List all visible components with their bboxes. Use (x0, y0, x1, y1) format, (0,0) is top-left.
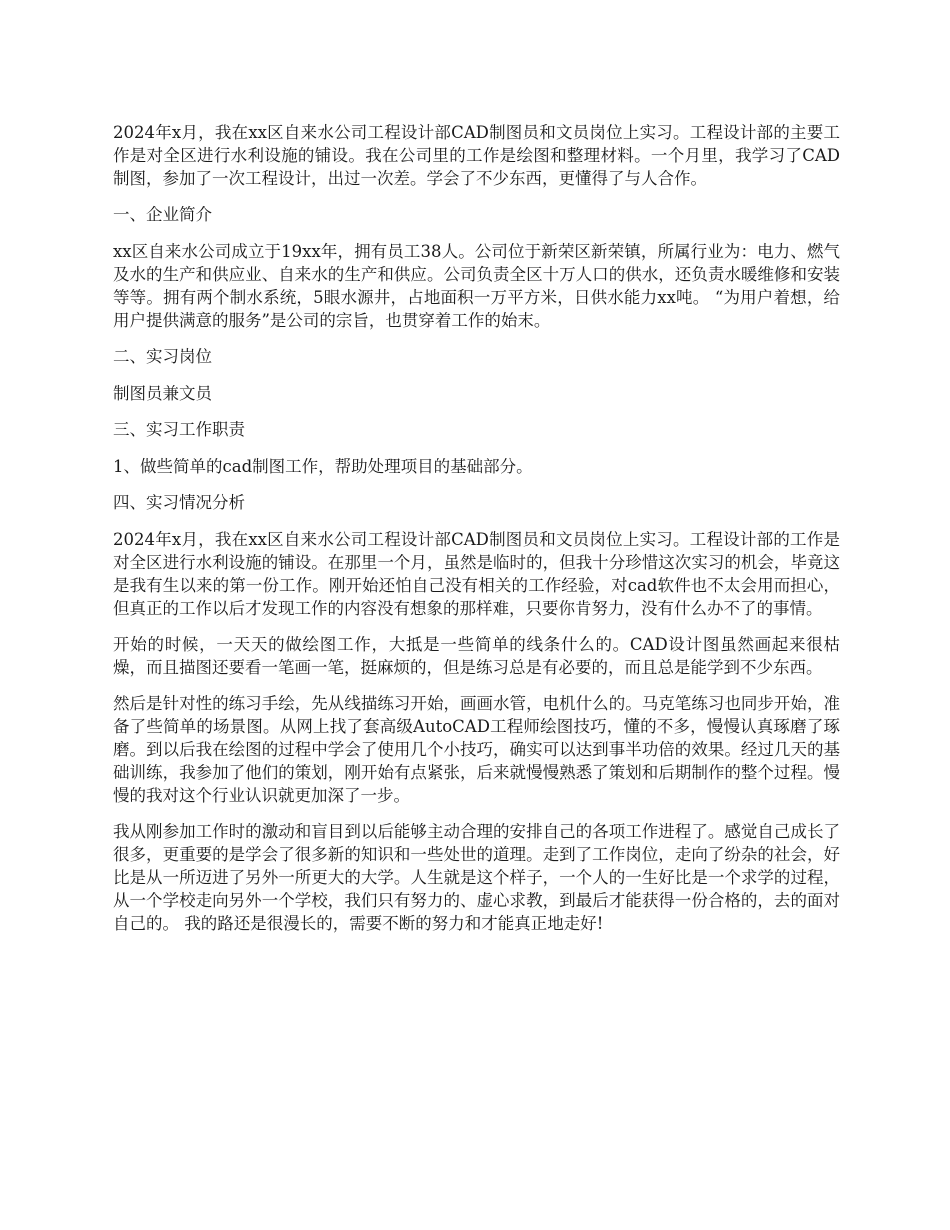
section-heading-company-profile: 一、企业简介 (113, 205, 212, 224)
analysis-paragraph-3: 然后是针对性的练习手绘，先从线描练习开始，画画水管，电机什么的。马克笔练习也同步开始，准备了些简单的场景图。从网上找了套高级AutoCAD工程师绘图技巧，懂的不多，慢慢认真琢磨了琢磨。到以后我在绘图的过程中学会了使用几个小技巧，确实可以达到事半功倍的效果。经过几天的基础训练，我参加了他们的策划，刚开始有点紧张，后来就慢慢熟悉了策划和后期制作的整个过程。慢慢的我对这个行业认识就更加深了一步。 (113, 694, 840, 805)
section-heading-job-duties: 三、实习工作职责 (113, 420, 245, 439)
section-heading-internship-position: 二、实习岗位 (113, 347, 212, 366)
section-heading-internship-analysis: 四、实习情况分析 (113, 493, 245, 512)
conclusion-paragraph: 我从刚参加工作时的激动和盲目到以后能够主动合理的安排自己的各项工作进程了。感觉自己成长了很多，更重要的是学会了很多新的知识和一些处世的道理。走到了工作岗位，走向了纷杂的社会，好比是从一所迈进了另外一所更大的大学。人生就是这个样子，一个人的一生好比是一个求学的过程，从一个学校走向另外一个学校，我们只有努力的、虚心求教，到最后才能获得一份合格的，去的面对自己的。 我的路还是很漫长的，需要不断的努力和才能真正地走好! (113, 822, 840, 933)
analysis-paragraph-1: 2024年x月，我在xx区自来水公司工程设计部CAD制图员和文员岗位上实习。工程设计部的工作是对全区进行水利设施的铺设。在那里一个月，虽然是临时的，但我十分珍惜这次实习的机会，毕竟这是我有生以来的第一份工作。刚开始还怕自己没有相关的工作经验，对cad软件也不太会用而担心，但真正的工作以后才发现工作的内容没有想象的那样难，只要你肯努力，没有什么办不了的事情。 (113, 530, 840, 618)
document-page (113, 121, 840, 948)
analysis-paragraph-2: 开始的时候，一天天的做绘图工作，大抵是一些简单的线条什么的。CAD设计图虽然画起来很枯燥，而且描图还要看一笔画一笔，挺麻烦的，但是练习总是有必要的，而且总是能学到不少东西。 (113, 635, 840, 677)
duty-paragraph: 1、做些简单的cad制图工作，帮助处理项目的基础部分。 (113, 457, 533, 476)
position-paragraph: 制图员兼文员 (113, 384, 212, 403)
intro-paragraph: 2024年x月，我在xx区自来水公司工程设计部CAD制图员和文员岗位上实习。工程设计部的主要工作是对全区进行水利设施的铺设。我在公司里的工作是绘图和整理材料。一个月里，我学习了CAD制图，参加了一次工程设计，出过一次差。学会了不少东西，更懂得了与人合作。 (113, 123, 840, 188)
company-profile-paragraph: xx区自来水公司成立于19xx年，拥有员工38人。公司位于新荣区新荣镇，所属行业为：电力、燃气及水的生产和供应业、自来水的生产和供应。公司负责全区十万人口的供水，还负责水暖维修和安装等等。拥有两个制水系统，5眼水源井，占地面积一万平方米，日供水能力xx吨。 “为用户着想，给用户提供满意的服务”是公司的宗旨，也贯穿着工作的始末。 (113, 242, 840, 330)
